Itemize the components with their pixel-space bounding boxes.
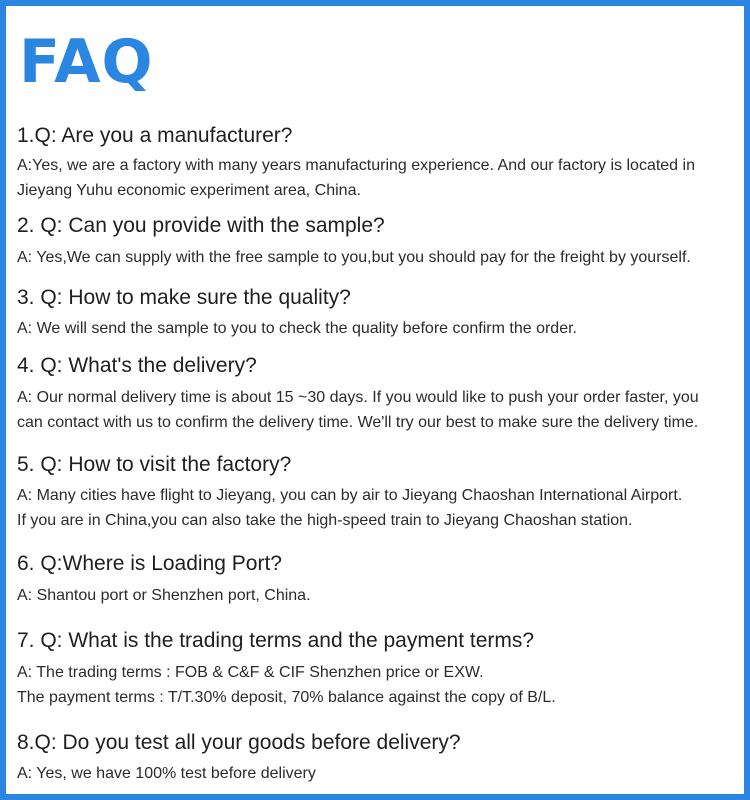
faq-answer-6-line-1: A: Shantou port or Shenzhen port, China. bbox=[17, 587, 311, 604]
faq-answer-5-line-1: A: Many cities have flight to Jieyang, you can by air to Jieyang Chaoshan International Airport. bbox=[17, 487, 683, 504]
faq-answer-4-line-2: can contact with us to confirm the delivery time. We'll try our best to make sure the delivery time. bbox=[17, 414, 699, 431]
faq-question-7: 7. Q: What is the trading terms and the payment terms? bbox=[17, 629, 535, 652]
faq-question-8: 8.Q: Do you test all your goods before delivery? bbox=[17, 731, 461, 754]
faq-answer-2-line-1: A: Yes,We can supply with the free sample to you,but you should pay for the freight by yourself. bbox=[17, 249, 691, 266]
faq-question-2: 2. Q: Can you provide with the sample? bbox=[17, 214, 385, 237]
faq-answer-1-line-2: Jieyang Yuhu economic experiment area, China. bbox=[17, 182, 361, 199]
faq-question-3: 3. Q: How to make sure the quality? bbox=[17, 286, 351, 309]
page-title: FAQ bbox=[19, 27, 154, 97]
faq-answer-8-line-1: A: Yes, we have 100% test before delivery bbox=[17, 765, 316, 782]
faq-question-4: 4. Q: What's the delivery? bbox=[17, 354, 257, 377]
faq-question-5: 5. Q: How to visit the factory? bbox=[17, 453, 292, 476]
faq-answer-1-line-1: A:Yes, we are a factory with many years manufacturing experience. And our factory is located in bbox=[17, 157, 695, 174]
faq-question-1: 1.Q: Are you a manufacturer? bbox=[17, 124, 293, 147]
faq-question-6: 6. Q:Where is Loading Port? bbox=[17, 552, 282, 575]
faq-answer-5-line-2: If you are in China,you can also take the high-speed train to Jieyang Chaoshan station. bbox=[17, 512, 633, 529]
faq-answer-7-line-1: A: The trading terms : FOB & C&F & CIF Shenzhen price or EXW. bbox=[17, 664, 484, 681]
faq-answer-4-line-1: A: Our normal delivery time is about 15 ~30 days. If you would like to push your order faster, you bbox=[17, 389, 699, 406]
faq-answer-3-line-1: A: We will send the sample to you to check the quality before confirm the order. bbox=[17, 320, 577, 337]
faq-answer-7-line-2: The payment terms : T/T.30% deposit, 70% balance against the copy of B/L. bbox=[17, 689, 556, 706]
